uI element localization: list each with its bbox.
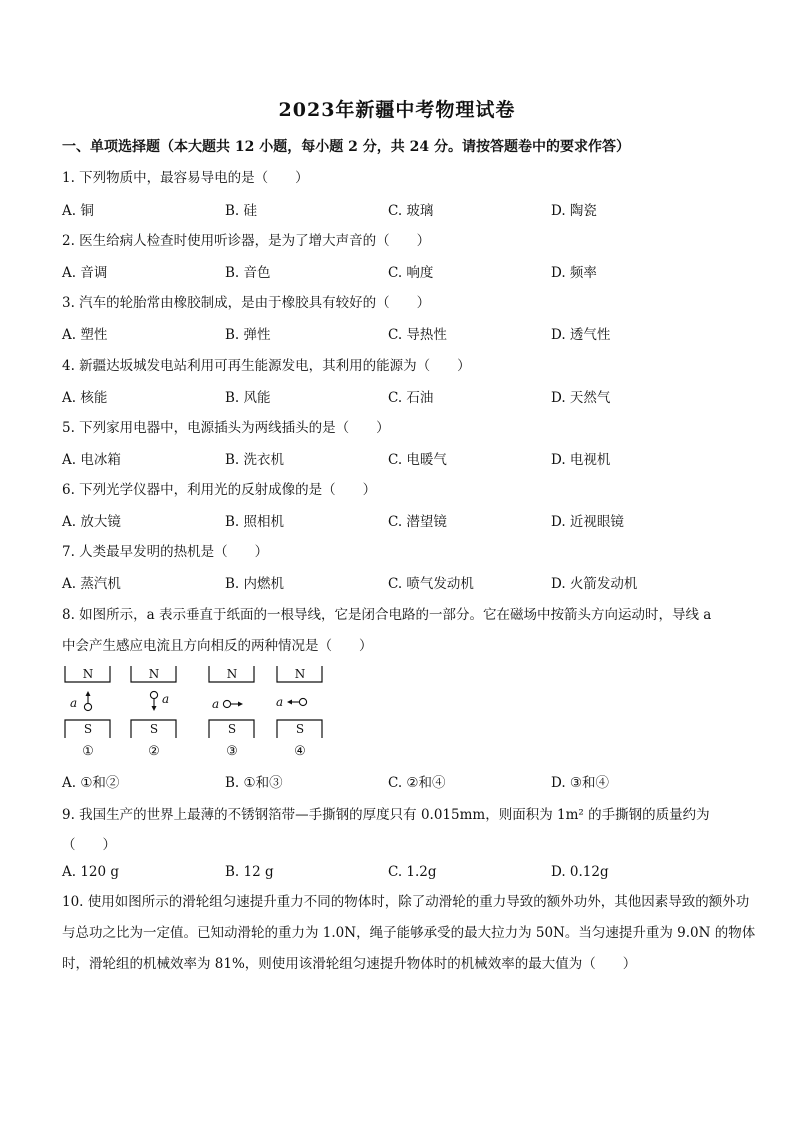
case-label: ③ bbox=[226, 744, 238, 759]
question-stem: 4. 新疆达坂城发电站利用可再生能源发电，其利用的能源为（ ） bbox=[62, 358, 471, 374]
option-b[interactable]: B. 音色 bbox=[225, 265, 271, 281]
case-label: ④ bbox=[294, 744, 306, 759]
case-2 bbox=[131, 666, 176, 759]
option-c[interactable]: C. 1.2g bbox=[388, 864, 437, 880]
option-c[interactable]: C. 喷气发动机 bbox=[388, 576, 474, 592]
option-b[interactable]: B. 风能 bbox=[225, 390, 271, 406]
option-row bbox=[62, 510, 762, 530]
question-stem-line: 9. 我国生产的世界上最薄的不锈钢箔带—手撕钢的厚度只有 0.015mm，则面积为 1m² 的手撕钢的质量约为 bbox=[62, 807, 710, 823]
wire-label: a bbox=[162, 692, 170, 706]
north-label: N bbox=[148, 667, 160, 681]
option-row bbox=[62, 261, 762, 281]
case-label: ① bbox=[82, 744, 94, 759]
option-b[interactable]: B. 硅 bbox=[225, 203, 258, 219]
south-label: S bbox=[83, 722, 93, 736]
option-a[interactable]: A. 蒸汽机 bbox=[62, 576, 121, 592]
question-stem: 3. 汽车的轮胎常由橡胶制成，是由于橡胶具有较好的（ ） bbox=[62, 295, 431, 311]
case-3 bbox=[209, 666, 254, 759]
case-label: ② bbox=[148, 744, 160, 759]
arrow-right-head-icon bbox=[238, 702, 243, 707]
south-label: S bbox=[227, 722, 237, 736]
option-c[interactable]: C. ②和④ bbox=[388, 775, 446, 791]
option-d[interactable]: D. ③和④ bbox=[551, 775, 610, 791]
case-1 bbox=[65, 666, 110, 759]
magnetic-field-diagram bbox=[62, 662, 342, 762]
option-a[interactable]: A. 120 g bbox=[62, 864, 120, 880]
option-a[interactable]: A. 塑性 bbox=[62, 327, 108, 343]
north-label: N bbox=[226, 667, 238, 681]
option-row bbox=[62, 572, 762, 592]
wire-label: a bbox=[212, 697, 220, 711]
question-stem: 10. 使用如图所示的滑轮组匀速提升重力不同的物体时，除了动滑轮的重力导致的额外功外，其他因素导致的额外功与总功之比为一定值。已知动滑轮的重力为 1.0N，绳子能够承受的最大拉力为 50N。当匀速提升重为 9.0N 的物体时，滑轮组的机械效率为 81%，则使用该滑轮组匀速提升物体时的机械效率的最大值为（ ） bbox=[62, 894, 756, 972]
option-d[interactable]: D. 透气性 bbox=[551, 327, 611, 343]
option-row bbox=[62, 448, 762, 468]
case-4 bbox=[276, 666, 322, 759]
question-stem-line: 8. 如图所示，a 表示垂直于纸面的一根导线，它是闭合电路的一部分。它在磁场中按箭头方向运动时，导线 a bbox=[62, 607, 712, 623]
arrow-up-head-icon bbox=[86, 691, 91, 696]
question-stem: 6. 下列光学仪器中，利用光的反射成像的是（ ） bbox=[62, 482, 377, 498]
option-b[interactable]: B. ①和③ bbox=[225, 775, 283, 791]
question-stem: 7. 人类最早发明的热机是（ ） bbox=[62, 544, 269, 560]
question-stem-line: 中会产生感应电流且方向相反的两种情况是（ ） bbox=[62, 638, 373, 654]
wire-conductor-icon bbox=[299, 698, 306, 705]
option-b[interactable]: B. 照相机 bbox=[225, 514, 285, 530]
option-a[interactable]: A. 电冰箱 bbox=[62, 452, 121, 468]
option-row bbox=[62, 386, 762, 406]
option-c[interactable]: C. 电暖气 bbox=[388, 452, 447, 468]
question-stem: 5. 下列家用电器中，电源插头为两线插头的是（ ） bbox=[62, 420, 390, 436]
question-stem: 1. 下列物质中，最容易导电的是（ ） bbox=[62, 170, 309, 186]
option-d[interactable]: D. 火箭发动机 bbox=[551, 576, 638, 592]
option-c[interactable]: C. 导热性 bbox=[388, 327, 447, 343]
wire-label: a bbox=[70, 696, 78, 710]
north-label: N bbox=[82, 667, 94, 681]
wire-label: a bbox=[276, 695, 284, 709]
option-a[interactable]: A. 铜 bbox=[62, 203, 94, 219]
north-label: N bbox=[294, 667, 306, 681]
option-row bbox=[62, 771, 762, 791]
option-a[interactable]: A. 核能 bbox=[62, 390, 108, 406]
option-d[interactable]: D. 频率 bbox=[551, 265, 597, 281]
page-title: 2023年新疆中考物理试卷 bbox=[278, 99, 516, 121]
question-stem: 2. 医生给病人检查时使用听诊器，是为了增大声音的（ ） bbox=[62, 233, 431, 249]
option-d[interactable]: D. 近视眼镜 bbox=[551, 514, 624, 530]
option-row bbox=[62, 864, 762, 884]
arrow-down-head-icon bbox=[152, 706, 157, 711]
option-d[interactable]: D. 电视机 bbox=[551, 452, 611, 468]
arrow-left-head-icon bbox=[287, 700, 292, 705]
question-stem-line: （ ） bbox=[62, 837, 116, 853]
option-row bbox=[62, 323, 762, 343]
option-b[interactable]: B. 洗衣机 bbox=[225, 452, 285, 468]
wire-conductor-icon bbox=[150, 691, 157, 698]
option-a[interactable]: A. 放大镜 bbox=[62, 514, 121, 530]
south-label: S bbox=[295, 722, 305, 736]
wire-conductor-icon bbox=[84, 703, 91, 710]
option-a[interactable]: A. 音调 bbox=[62, 265, 108, 281]
option-d[interactable]: D. 天然气 bbox=[551, 390, 611, 406]
option-c[interactable]: C. 潜望镜 bbox=[388, 514, 447, 530]
option-d[interactable]: D. 0.12g bbox=[551, 864, 609, 880]
option-c[interactable]: C. 石油 bbox=[388, 390, 434, 406]
wire-conductor-icon bbox=[223, 700, 230, 707]
option-b[interactable]: B. 弹性 bbox=[225, 327, 271, 343]
option-b[interactable]: B. 内燃机 bbox=[225, 576, 285, 592]
option-b[interactable]: B. 12 g bbox=[225, 864, 274, 880]
option-a[interactable]: A. ①和② bbox=[62, 775, 120, 791]
section-heading: 一、单项选择题（本大题共 12 小题，每小题 2 分，共 24 分。请按答题卷中的要求作答） bbox=[62, 139, 630, 155]
south-label: S bbox=[149, 722, 159, 736]
option-c[interactable]: C. 响度 bbox=[388, 265, 434, 281]
option-c[interactable]: C. 玻璃 bbox=[388, 203, 434, 219]
option-d[interactable]: D. 陶瓷 bbox=[551, 203, 597, 219]
option-row bbox=[62, 199, 762, 219]
